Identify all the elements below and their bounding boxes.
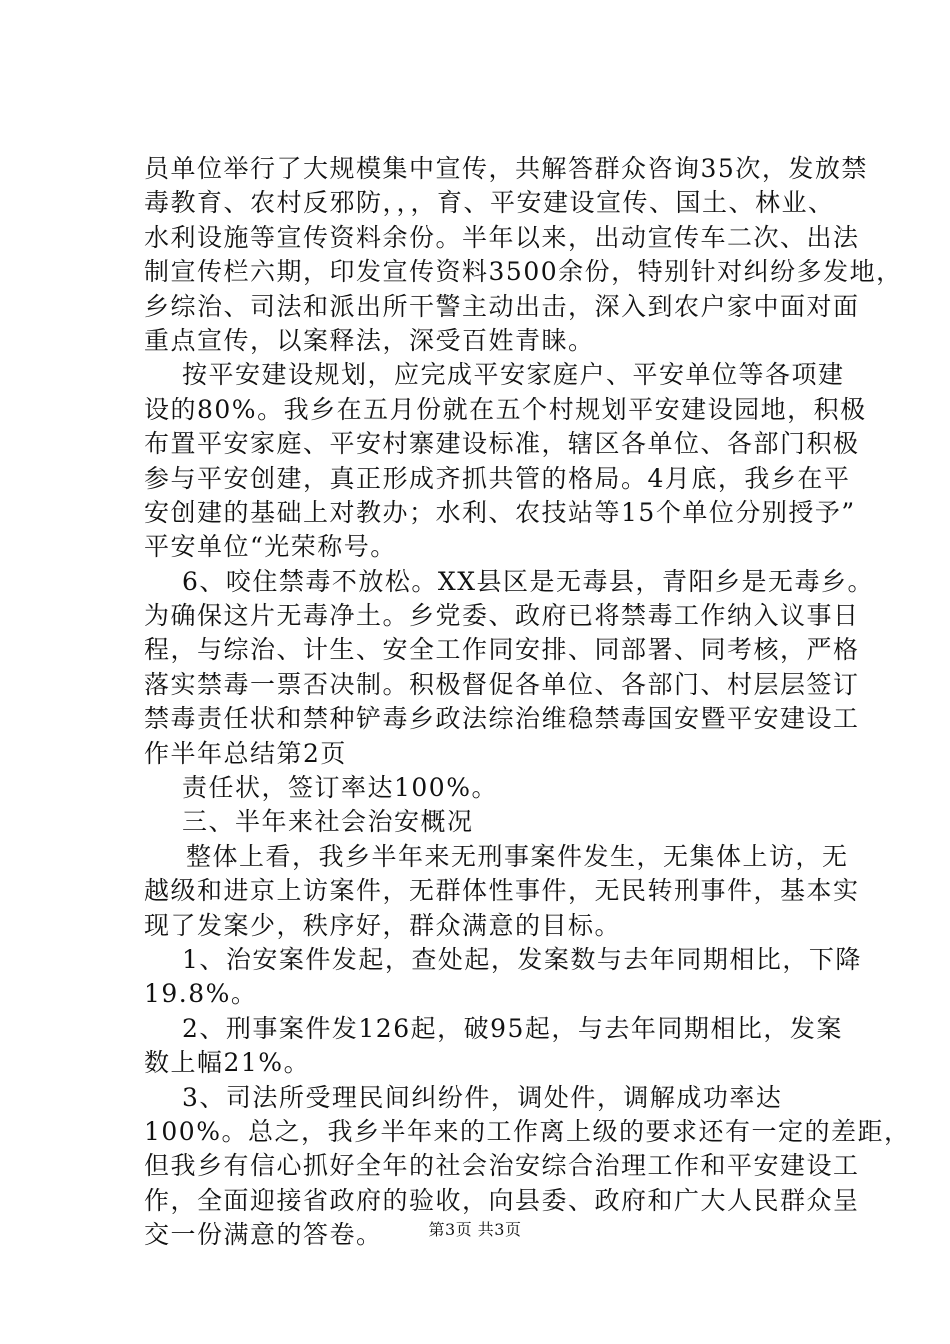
text-line: 安创建的基础上对教办；水利、农技站等15个单位分别授予” [144,497,856,527]
text-line: 水利设施等宣传资料余份。半年以来，出动宣传车二次、出法 [144,222,860,252]
text-line: 重点宣传，以案释法，深受百姓青睐。 [144,325,595,355]
text-line: 平安单位“光荣称号。 [144,532,397,562]
body-text [144,152,911,1253]
text-line: 19.8%。 [144,979,258,1009]
page-footer: 第3页 共3页 [428,1220,522,1239]
text-line: 1、治安案件发起，查处起，发案数与去年同期相比，下降 [182,944,862,974]
text-line: 责任状，签订率达100%。 [182,773,498,803]
text-line: 程，与综治、计生、安全工作同安排、同部署、同考核，严格 [144,635,860,665]
text-line: 作，全面迎接省政府的验收，向县委、政府和广大人民群众呈 [144,1185,860,1215]
text-line: 落实禁毒一票否决制。积极督促各单位、各部门、村层层签订 [144,669,860,699]
text-line: 毒教育、农村反邪防，，，育、平安建设宣传、国土、林业、 [144,188,835,218]
text-line: 整体上看，我乡半年来无刑事案件发生，无集体上访，无 [186,841,849,871]
text-line: 员单位举行了大规模集中宣传，共解答群众咨询35次，发放禁 [144,154,868,183]
text-line: 布置平安家庭、平安村寨建设标准，辖区各单位、各部门积极 [144,429,860,459]
text-line: 乡综治、司法和派出所干警主动出击，深入到农户家中面对面 [144,291,860,321]
text-line: 越级和进京上访案件，无群体性事件，无民转刑事件，基本实 [144,876,860,906]
text-line: 禁毒责任状和禁种铲毒乡政法综治维稳禁毒国安暨平安建设工 [144,704,860,734]
text-line: 设的80%。我乡在五月份就在五个村规划平安建设园地，积极 [144,394,867,424]
text-line: 100%。总之，我乡半年来的工作离上级的要求还有一定的差距， [144,1116,911,1146]
text-line: 作半年总结第2页 [144,738,347,768]
text-line: 数上幅21%。 [144,1048,311,1078]
text-line: 参与平安创建，真正形成齐抓共管的格局。4月底，我乡在平 [144,463,851,493]
text-line: 3、司法所受理民间纠纷件，调处件，调解成功率达 [182,1082,783,1112]
text-line: 交一份满意的答卷。 [144,1220,383,1250]
text-line: 为确保这片无毒净土。乡党委、政府已将禁毒工作纳入议事日 [144,601,860,631]
section-heading: 三、半年来社会治安概况 [182,807,474,837]
text-line: 按平安建设规划，应完成平安家庭户、平安单位等各项建 [182,360,845,390]
text-line: 6、咬住禁毒不放松。XX县区是无毒县，青阳乡是无毒乡。 [182,566,875,596]
text-line: 2、刑事案件发126起，破95起，与去年同期相比，发案 [182,1013,843,1043]
text-line: 现了发案少，秩序好，群众满意的目标。 [144,910,622,940]
text-line: 制宣传栏六期，印发宣传资料3500余份，特别针对纠纷多发地， [144,257,903,287]
text-line: 但我乡有信心抓好全年的社会治安综合治理工作和平安建设工 [144,1151,860,1181]
